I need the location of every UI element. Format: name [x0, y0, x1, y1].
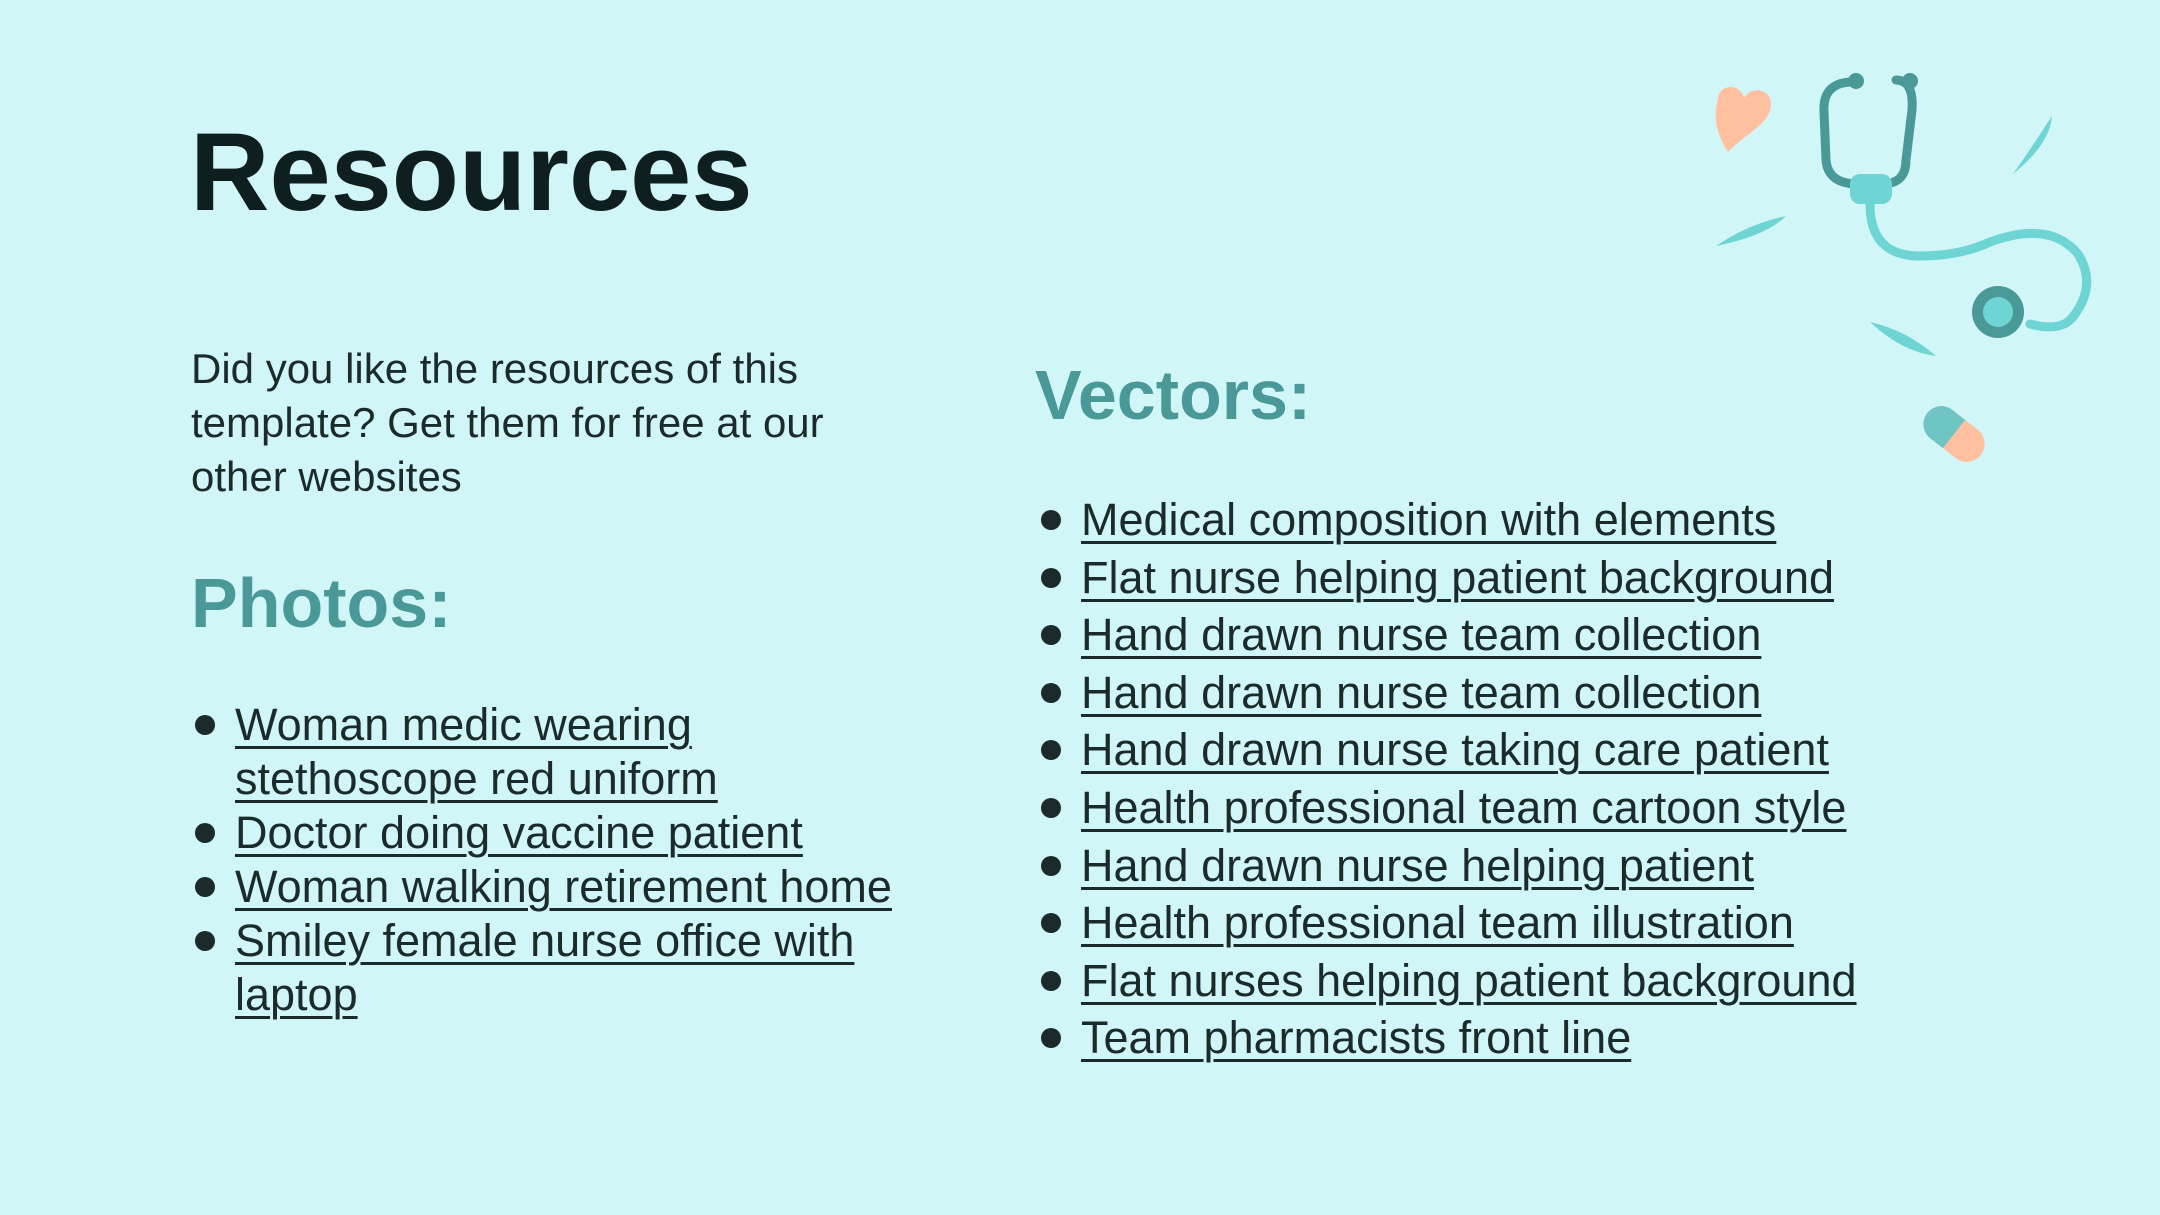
list-item — [191, 698, 931, 806]
vector-link[interactable]: Hand drawn nurse helping patient — [1081, 839, 1754, 891]
vector-link[interactable]: Hand drawn nurse team collection — [1081, 666, 1762, 718]
vector-link[interactable]: Medical composition with elements — [1081, 494, 1777, 545]
vector-link[interactable]: Team pharmacists front line — [1081, 1012, 1632, 1064]
vector-link[interactable]: Hand drawn nurse team collection — [1081, 609, 1762, 661]
list-item — [1037, 549, 2037, 607]
page-title: Resources — [190, 111, 753, 234]
photo-link[interactable]: Woman medic wearing stethoscope red uniform — [235, 699, 718, 804]
vector-link[interactable]: Hand drawn nurse taking care patient — [1081, 724, 1829, 776]
list-item — [1037, 779, 2037, 837]
photo-link[interactable]: Woman walking retirement home — [235, 861, 892, 912]
vector-link[interactable]: Health professional team illustration — [1081, 897, 1794, 949]
heart-icon — [1716, 87, 1771, 152]
photos-list — [191, 698, 931, 1022]
list-item — [1037, 837, 2037, 895]
photo-link[interactable]: Smiley female nurse office with laptop — [235, 915, 855, 1020]
vectors-list — [1037, 491, 2037, 1067]
list-item — [1037, 491, 2037, 549]
list-item — [191, 806, 931, 860]
photo-link[interactable]: Doctor doing vaccine patient — [235, 807, 803, 858]
vector-link[interactable]: Flat nurses helping patient background — [1081, 954, 1857, 1006]
leaf-icon — [2013, 116, 2052, 174]
list-item — [1037, 721, 2037, 779]
vector-link[interactable]: Flat nurse helping patient background — [1081, 551, 1835, 603]
list-item — [191, 914, 931, 1022]
pill-icon — [1916, 399, 1992, 469]
leaf-icon — [1716, 216, 1786, 246]
list-item — [191, 860, 931, 914]
vector-link[interactable]: Health professional team cartoon style — [1081, 781, 1847, 833]
medical-decoration — [1680, 60, 2120, 480]
leaf-icon — [1870, 322, 1936, 356]
list-item — [1037, 1009, 2037, 1067]
list-item — [1037, 606, 2037, 664]
list-item — [1037, 894, 2037, 952]
photos-heading: Photos: — [191, 564, 452, 642]
list-item — [1037, 952, 2037, 1010]
list-item — [1037, 664, 2037, 722]
intro-text: Did you like the resources of this template? Get them for free at our other websites — [191, 345, 824, 500]
vectors-heading: Vectors: — [1035, 356, 1312, 434]
